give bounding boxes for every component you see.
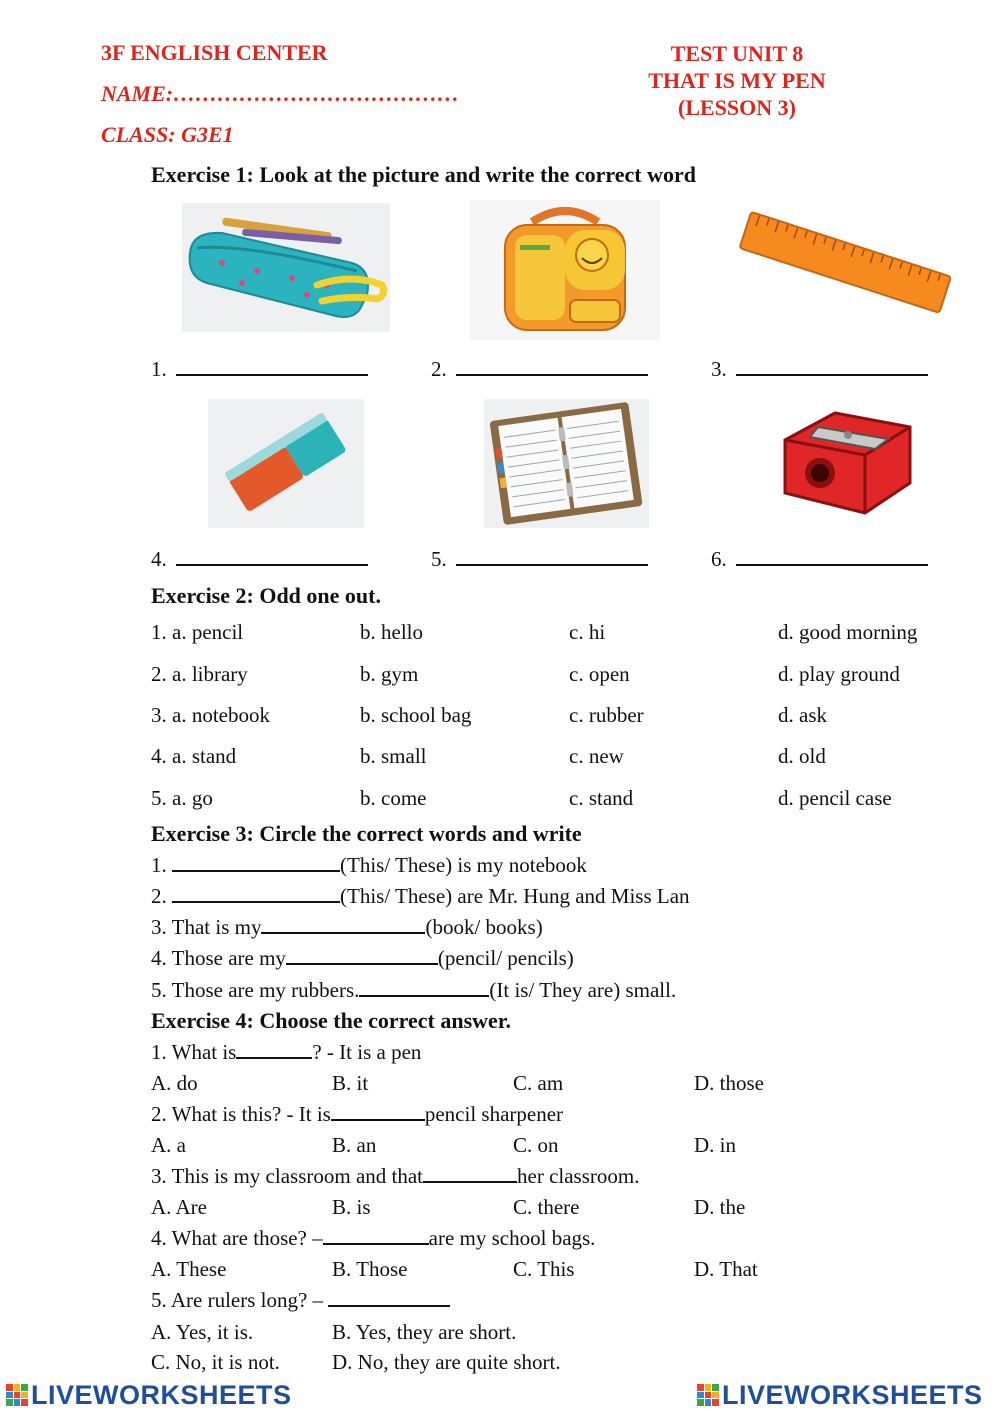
ex3-item-3 — [151, 915, 543, 940]
liveworksheets-grid-icon — [6, 1384, 28, 1406]
exercise4-title: Exercise 4: Choose the correct answer. — [151, 1008, 512, 1033]
ex3-item-3-after: (book/ books) — [425, 915, 543, 939]
odd-option-5c[interactable]: c. stand — [569, 786, 634, 810]
ex4-q1-option-d[interactable]: D. those — [694, 1071, 764, 1095]
ex4-q2-option-a[interactable]: A. a — [151, 1133, 186, 1157]
answer-slot-2[interactable] — [431, 356, 648, 382]
ex4-question-1 — [151, 1040, 421, 1065]
ex4-question-3 — [151, 1164, 639, 1189]
odd-option-4c[interactable]: c. new — [569, 744, 624, 768]
rubber-image — [208, 399, 364, 528]
ex3-item-2 — [151, 884, 690, 909]
exercise2-title: Exercise 2: Odd one out. — [151, 583, 381, 608]
ex4-q3-before: 3. This is my classroom and that — [151, 1164, 424, 1188]
test-title: TEST UNIT 8 — [670, 41, 804, 66]
ex3-item-5-after: (It is/ They are) small. — [489, 978, 677, 1002]
answer-number-5: 5. — [431, 547, 447, 571]
ex4-q4-option-a[interactable]: A. These — [151, 1257, 227, 1281]
exercise3-title: Exercise 3: Circle the correct words and write — [151, 821, 582, 846]
liveworksheets-logo-left[interactable] — [6, 1380, 292, 1410]
odd-option-2a[interactable]: 2. a. library — [151, 662, 248, 686]
ex4-q2-option-c[interactable]: C. on — [513, 1133, 559, 1157]
odd-option-2b[interactable]: b. gym — [360, 662, 419, 686]
odd-option-2d[interactable]: d. play ground — [778, 662, 900, 686]
answer-number-1: 1. — [151, 357, 167, 381]
lesson-label: (LESSON 3) — [678, 95, 796, 120]
class-line: CLASS: G3E1 — [101, 122, 234, 147]
ex4-q4-after: are my school bags. — [428, 1226, 596, 1250]
answer-slot-4[interactable] — [151, 546, 368, 572]
pencil-case-image — [182, 203, 390, 332]
answer-line-1[interactable] — [176, 356, 368, 376]
ex4-blank-4[interactable] — [323, 1227, 429, 1245]
test-title-block — [600, 40, 874, 121]
ex3-item-2-after: (This/ These) are Mr. Hung and Miss Lan — [340, 884, 690, 908]
ex4-q1-option-c[interactable]: C. am — [513, 1071, 564, 1095]
ex4-blank-3[interactable] — [423, 1165, 517, 1183]
answer-number-4: 4. — [151, 547, 167, 571]
answer-slot-3[interactable] — [711, 356, 928, 382]
ex4-blank-2[interactable] — [331, 1103, 425, 1121]
answer-line-3[interactable] — [736, 356, 928, 376]
ex4-question-2 — [151, 1102, 563, 1127]
ex4-q1-option-b[interactable]: B. it — [332, 1071, 369, 1095]
ex4-q5-option-d[interactable]: D. No, they are quite short. — [332, 1350, 561, 1374]
answer-line-5[interactable] — [456, 546, 648, 566]
answer-line-6[interactable] — [736, 546, 928, 566]
ex3-blank-4[interactable] — [286, 947, 438, 965]
ex3-item-4-before: 4. Those are my — [151, 946, 286, 970]
liveworksheets-logo-right[interactable] — [697, 1380, 983, 1410]
ex3-item-5 — [151, 978, 676, 1003]
odd-option-4d[interactable]: d. old — [778, 744, 826, 768]
answer-number-3: 3. — [711, 357, 727, 381]
odd-option-5d[interactable]: d. pencil case — [778, 786, 892, 810]
ex4-q2-before: 2. What is this? - It is — [151, 1102, 331, 1126]
center-name: 3F ENGLISH CENTER — [101, 40, 328, 65]
odd-option-3a[interactable]: 3. a. notebook — [151, 703, 270, 727]
liveworksheets-wordmark-left: LIVEWORKSHEETS — [31, 1379, 292, 1410]
ex4-blank-5[interactable] — [328, 1289, 450, 1307]
odd-option-1a[interactable]: 1. a. pencil — [151, 620, 244, 644]
ex4-q4-option-d[interactable]: D. That — [694, 1257, 758, 1281]
ex4-question-5 — [151, 1288, 450, 1313]
odd-option-3d[interactable]: d. ask — [778, 703, 827, 727]
ex4-q3-option-b[interactable]: B. is — [332, 1195, 371, 1219]
answer-line-2[interactable] — [456, 356, 648, 376]
test-subtitle: THAT IS MY PEN — [648, 68, 826, 93]
ruler-image — [734, 203, 954, 323]
ex4-q2-option-b[interactable]: B. an — [332, 1133, 377, 1157]
answer-slot-6[interactable] — [711, 546, 928, 572]
name-line: NAME:………………………………… — [101, 81, 460, 106]
ex3-item-1-after: (This/ These) is my notebook — [340, 853, 587, 877]
ex3-item-1 — [151, 853, 587, 878]
odd-option-5a[interactable]: 5. a. go — [151, 786, 213, 810]
odd-option-2c[interactable]: c. open — [569, 662, 630, 686]
ex4-blank-1[interactable] — [236, 1041, 312, 1059]
ex3-item-5-before: 5. Those are my rubbers. — [151, 978, 360, 1002]
odd-option-3b[interactable]: b. school bag — [360, 703, 472, 727]
school-bag-image — [470, 200, 660, 340]
liveworksheets-grid-icon — [697, 1384, 719, 1406]
pencil-sharpener-image — [770, 405, 920, 520]
odd-option-3c[interactable]: c. rubber — [569, 703, 644, 727]
ex4-q3-after: her classroom. — [517, 1164, 640, 1188]
answer-number-6: 6. — [711, 547, 727, 571]
ex4-q1-option-a[interactable]: A. do — [151, 1071, 198, 1095]
answer-slot-1[interactable] — [151, 356, 368, 382]
ex3-blank-1[interactable] — [172, 854, 340, 872]
liveworksheets-wordmark-right: LIVEWORKSHEETS — [722, 1379, 983, 1410]
ex4-q1-after: ? - It is a pen — [312, 1040, 422, 1064]
answer-line-4[interactable] — [176, 546, 368, 566]
ex4-q5-option-b[interactable]: B. Yes, they are short. — [332, 1320, 517, 1344]
odd-option-5b[interactable]: b. come — [360, 786, 427, 810]
ex4-q5-before: 5. Are rulers long? – — [151, 1288, 329, 1312]
ex3-blank-3[interactable] — [261, 916, 425, 934]
ex4-q2-after: pencil sharpener — [424, 1102, 564, 1126]
ex3-item-1-before: 1. — [151, 853, 172, 877]
ex3-item-4 — [151, 946, 574, 971]
ex3-item-4-after: (pencil/ pencils) — [437, 946, 574, 970]
ex4-question-4 — [151, 1226, 595, 1251]
ex4-q4-before: 4. What are those? – — [151, 1226, 323, 1250]
ex4-q2-option-d[interactable]: D. in — [694, 1133, 736, 1157]
odd-option-1d[interactable]: d. good morning — [778, 620, 918, 644]
answer-slot-5[interactable] — [431, 546, 648, 572]
ex4-q3-option-c[interactable]: C. there — [513, 1195, 580, 1219]
ex3-blank-2[interactable] — [172, 885, 340, 903]
ex4-q3-option-a[interactable]: A. Are — [151, 1195, 207, 1219]
odd-option-1c[interactable]: c. hi — [569, 620, 606, 644]
ex3-item-2-before: 2. — [151, 884, 172, 908]
ex4-q1-before: 1. What is — [151, 1040, 237, 1064]
odd-option-4a[interactable]: 4. a. stand — [151, 744, 237, 768]
ex3-blank-5[interactable] — [359, 979, 489, 997]
ex3-item-3-before: 3. That is my — [151, 915, 262, 939]
ex4-q4-option-c[interactable]: C. This — [513, 1257, 575, 1281]
odd-option-1b[interactable]: b. hello — [360, 620, 423, 644]
ex4-q5-option-a[interactable]: A. Yes, it is. — [151, 1320, 254, 1344]
ex4-q5-option-c[interactable]: C. No, it is not. — [151, 1350, 280, 1374]
answer-number-2: 2. — [431, 357, 447, 381]
odd-option-4b[interactable]: b. small — [360, 744, 427, 768]
ex4-q4-option-b[interactable]: B. Those — [332, 1257, 408, 1281]
notebook-image — [484, 399, 649, 528]
ex4-q3-option-d[interactable]: D. the — [694, 1195, 746, 1219]
exercise1-title: Exercise 1: Look at the picture and write the correct word — [151, 162, 696, 187]
